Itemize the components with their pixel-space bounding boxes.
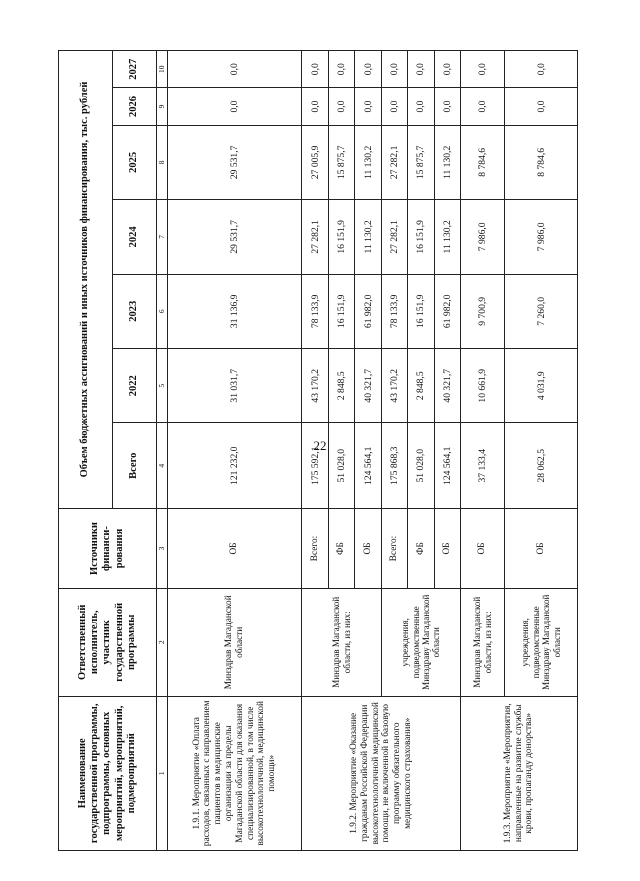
value-2024: 16 151,9 (408, 200, 434, 274)
column-index-row (157, 51, 168, 851)
value-2024: 11 130,2 (434, 200, 460, 274)
value-total: 124 564,1 (434, 423, 460, 509)
header-year-2022: 2022 (112, 349, 156, 423)
value-2022: 40 321,7 (434, 349, 460, 423)
column-index: 2 (157, 588, 168, 696)
value-2022: 2 848,5 (408, 349, 434, 423)
value-total: 51 028,0 (408, 423, 434, 509)
measure-name: 1.9.2. Мероприятие «Оказание гражданам Российской Федерации высокотехнологичной медицинской помощи, не включенной в базовую программу обязательного медицинского страхования» (302, 696, 461, 850)
column-index: 9 (157, 88, 168, 125)
value-2024: 29 531,7 (168, 200, 302, 274)
executor: Минздрав Магаданской области (168, 588, 302, 696)
financing-table (58, 50, 578, 851)
value-2024: 27 282,1 (302, 200, 328, 274)
value-2027: 0,0 (328, 51, 354, 88)
table-row (461, 51, 505, 851)
value-total: 51 028,0 (328, 423, 354, 509)
value-2023: 7 260,0 (505, 274, 578, 348)
value-2023: 78 133,9 (381, 274, 407, 348)
value-2023: 16 151,9 (408, 274, 434, 348)
source: ОБ (355, 509, 381, 589)
value-2027: 0,0 (408, 51, 434, 88)
value-2025: 27 282,1 (381, 125, 407, 199)
value-2025: 11 130,2 (355, 125, 381, 199)
value-2023: 61 982,0 (434, 274, 460, 348)
value-total: 37 133,4 (461, 423, 505, 509)
column-index: 8 (157, 125, 168, 199)
value-2024: 27 282,1 (381, 200, 407, 274)
value-total: 175 592,1 (302, 423, 328, 509)
value-2027: 0,0 (302, 51, 328, 88)
value-2026: 0,0 (168, 88, 302, 125)
value-2025: 27 005,9 (302, 125, 328, 199)
value-2022: 43 170,2 (302, 349, 328, 423)
value-2026: 0,0 (505, 88, 578, 125)
value-2024: 16 151,9 (328, 200, 354, 274)
value-2025: 15 875,7 (328, 125, 354, 199)
value-2023: 31 136,9 (168, 274, 302, 348)
value-2026: 0,0 (381, 88, 407, 125)
table-row (302, 51, 328, 851)
source: ФБ (408, 509, 434, 589)
value-2025: 29 531,7 (168, 125, 302, 199)
value-2027: 0,0 (168, 51, 302, 88)
page-number: 22 (313, 438, 327, 453)
value-2027: 0,0 (355, 51, 381, 88)
value-2023: 78 133,9 (302, 274, 328, 348)
column-index: 7 (157, 200, 168, 274)
value-2026: 0,0 (461, 88, 505, 125)
value-2025: 8 784,6 (461, 125, 505, 199)
header-year-2026: 2026 (112, 88, 156, 125)
value-2025: 8 784,6 (505, 125, 578, 199)
value-2026: 0,0 (302, 88, 328, 125)
financing-table-rotated (58, 50, 578, 851)
source: ОБ (168, 509, 302, 589)
source: Всего: (381, 509, 407, 589)
value-total: 124 564,1 (355, 423, 381, 509)
value-2026: 0,0 (328, 88, 354, 125)
value-2027: 0,0 (434, 51, 460, 88)
executor: учреждения, подведомственные Минздраву Магаданской области (381, 588, 460, 696)
column-index: 6 (157, 274, 168, 348)
value-2022: 40 321,7 (355, 349, 381, 423)
header-row-1 (59, 51, 113, 851)
value-total: 28 062,5 (505, 423, 578, 509)
table-row (168, 51, 302, 851)
header-year-2023: 2023 (112, 274, 156, 348)
value-2027: 0,0 (505, 51, 578, 88)
value-2022: 10 661,9 (461, 349, 505, 423)
value-2024: 7 986,0 (461, 200, 505, 274)
header-name: Наименование государственной программы, подпрограммы, основных мероприятий, мероприятий, подмероприятий (59, 696, 157, 850)
column-index: 5 (157, 349, 168, 423)
value-2026: 0,0 (355, 88, 381, 125)
header-year-2024: 2024 (112, 200, 156, 274)
header-source: Источники финанси-рования (59, 509, 157, 589)
value-2024: 11 130,2 (355, 200, 381, 274)
column-index: 3 (157, 509, 168, 589)
executor: Минздрав Магаданской области, из них: (461, 588, 505, 696)
value-2022: 31 031,7 (168, 349, 302, 423)
column-index: 10 (157, 51, 168, 88)
value-total: 175 868,3 (381, 423, 407, 509)
value-2027: 0,0 (381, 51, 407, 88)
source: ОБ (505, 509, 578, 589)
value-total: 121 232,0 (168, 423, 302, 509)
value-2027: 0,0 (461, 51, 505, 88)
header-year-total: Всего (112, 423, 156, 509)
measure-name: 1.9.3. Мероприятие «Мероприятия, направленные на развитие службы крови, пропаганду донорства» (461, 696, 578, 850)
value-2022: 2 848,5 (328, 349, 354, 423)
value-2025: 11 130,2 (434, 125, 460, 199)
value-2023: 9 700,9 (461, 274, 505, 348)
header-year-2025: 2025 (112, 125, 156, 199)
value-2025: 15 875,7 (408, 125, 434, 199)
header-financing: Объем бюджетных ассигнований и иных источников финансирования, тыс. рублей (59, 51, 113, 509)
header-executor: Ответственный исполнитель, участник государственной программы (59, 588, 157, 696)
source: ОБ (461, 509, 505, 589)
column-index: 1 (157, 696, 168, 850)
value-2022: 4 031,9 (505, 349, 578, 423)
value-2026: 0,0 (408, 88, 434, 125)
column-index: 4 (157, 423, 168, 509)
value-2022: 43 170,2 (381, 349, 407, 423)
value-2026: 0,0 (434, 88, 460, 125)
source: ОБ (434, 509, 460, 589)
measure-name: 1.9.1. Мероприятие «Оплата расходов, связанных с направлением пациентов в медицинские организации за пределы Магаданской области для оказания специализированной, в том числе высокотехнологичной, медицинской помощи» (168, 696, 302, 850)
executor: учреждения, подведомственные Минздраву Магаданской области (505, 588, 578, 696)
source: ФБ (328, 509, 354, 589)
executor: Минздрав Магаданской области, из них: (302, 588, 381, 696)
value-2023: 61 982,0 (355, 274, 381, 348)
value-2023: 16 151,9 (328, 274, 354, 348)
value-2024: 7 986,0 (505, 200, 578, 274)
source: Всего: (302, 509, 328, 589)
header-year-2027: 2027 (112, 51, 156, 88)
